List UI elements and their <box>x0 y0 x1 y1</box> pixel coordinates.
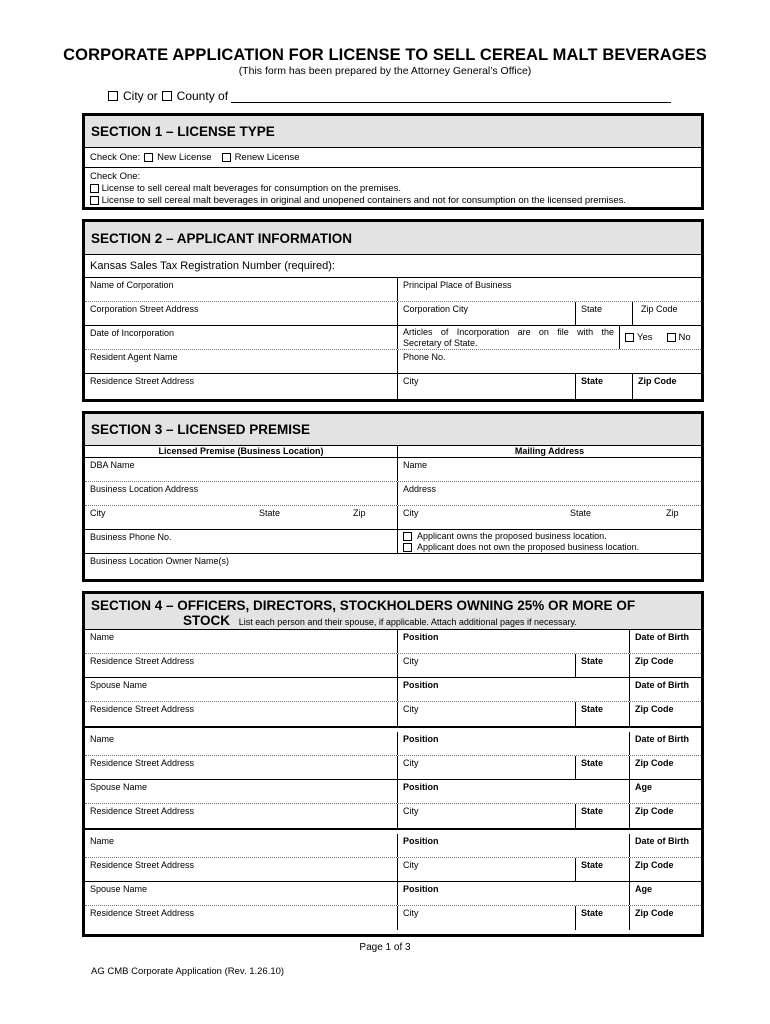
officer-position-field[interactable] <box>397 630 629 653</box>
mailing-name-field[interactable] <box>397 458 701 481</box>
business-city-field[interactable] <box>85 506 397 529</box>
section-3-heading: SECTION 3 – LICENSED PREMISE <box>85 414 701 446</box>
business-address-label: Business Location Address <box>90 484 199 494</box>
officer-name-row <box>85 630 701 654</box>
spouse-residence-row <box>85 702 701 726</box>
officer-zip-label: Zip Code <box>635 758 674 768</box>
incorporation-row <box>85 326 701 350</box>
phone-label: Phone No. <box>403 352 446 362</box>
section-4-title: SECTION 4 – OFFICERS, DIRECTORS, STOCKHOLDERS OWNING 25% OR MORE OF <box>91 598 636 613</box>
corporation-city-label: Corporation City <box>403 304 469 314</box>
officer-street-label: Residence Street Address <box>90 656 195 666</box>
spouse-name-label: Spouse Name <box>90 680 148 690</box>
location-owner-label: Business Location Owner Name(s) <box>90 556 230 566</box>
corporation-state-label: State <box>581 304 603 314</box>
officer-name-label: Name <box>90 734 115 744</box>
business-address-field[interactable] <box>85 482 397 505</box>
premise-headers-row <box>85 446 701 458</box>
spouse-city-label: City <box>403 908 419 918</box>
spouse-name-row <box>85 678 701 702</box>
officer-residence-row <box>85 756 701 780</box>
page-number: Page 1 of 3 <box>359 942 411 953</box>
tax-registration-row <box>85 255 701 278</box>
phone-field[interactable] <box>397 350 701 373</box>
spouse-name-field[interactable] <box>85 882 397 905</box>
officer-city-label: City <box>403 758 419 768</box>
section-2-applicant-info <box>82 219 704 402</box>
incorporation-date-field[interactable] <box>85 326 397 349</box>
spouse-name-row <box>85 882 701 906</box>
residence-city-label: City <box>403 376 419 386</box>
officer-name-field[interactable] <box>85 630 397 653</box>
articles-no-checkbox[interactable] <box>667 333 676 342</box>
form-title: CORPORATE APPLICATION FOR LICENSE TO SELL CEREAL MALT BEVERAGES <box>63 46 707 64</box>
on-premises-label: License to sell cereal malt beverages for consumption on the premises. <box>101 183 402 194</box>
spouse-state-field[interactable] <box>575 702 629 726</box>
spouse-position-label: Position <box>403 782 439 792</box>
officer-zip-field[interactable] <box>629 858 701 881</box>
officer-zip-field[interactable] <box>629 756 701 779</box>
spouse-street-field[interactable] <box>85 702 397 726</box>
mailing-address-label: Address <box>403 484 437 494</box>
license-kind-row <box>85 168 701 207</box>
corporation-zip-label: Zip Code <box>641 304 678 314</box>
officer-name-field[interactable] <box>85 732 397 755</box>
corp-address-row <box>85 302 701 326</box>
mailing-city-label: City <box>403 508 419 518</box>
residence-zip-label: Zip Code <box>638 376 677 386</box>
section-2-heading: SECTION 2 – APPLICANT INFORMATION <box>85 222 701 255</box>
spouse-residence-row <box>85 804 701 828</box>
officer-dob-label: Date of Birth <box>635 632 689 642</box>
officer-dob-field[interactable] <box>629 630 701 653</box>
mailing-city-field[interactable] <box>397 506 701 529</box>
spouse-zip-label: Zip Code <box>635 806 674 816</box>
corporation-name-field[interactable] <box>85 278 397 301</box>
spouse-city-label: City <box>403 806 419 816</box>
officer-city-field[interactable] <box>397 858 575 881</box>
owns-location-checkbox[interactable] <box>403 532 412 541</box>
county-checkbox[interactable] <box>162 91 172 101</box>
spouse-street-label: Residence Street Address <box>90 908 195 918</box>
officer-city-field[interactable] <box>397 654 575 677</box>
officer-state-field[interactable] <box>575 858 629 881</box>
officer-residence-row <box>85 654 701 678</box>
spouse-city-field[interactable] <box>397 906 575 930</box>
dba-name-field[interactable] <box>85 458 397 481</box>
spouse-name-label: Spouse Name <box>90 782 148 792</box>
spouse-street-label: Residence Street Address <box>90 806 195 816</box>
spouse-street-field[interactable] <box>85 804 397 828</box>
off-premises-checkbox[interactable] <box>90 196 99 205</box>
officer-residence-row <box>85 858 701 882</box>
spouse-street-label: Residence Street Address <box>90 704 195 714</box>
corporation-state-field[interactable] <box>575 302 632 325</box>
residence-state-label: State <box>581 376 604 386</box>
officer-position-label: Position <box>403 632 439 642</box>
spouse-position-label: Position <box>403 680 439 690</box>
renew-license-checkbox[interactable] <box>222 153 231 162</box>
tax-registration-label: Kansas Sales Tax Registration Number (required): <box>90 260 335 272</box>
section-1-license-type <box>82 113 704 210</box>
business-phone-field[interactable] <box>85 530 397 553</box>
dba-row <box>85 458 701 482</box>
spouse-position-label: Position <box>403 884 439 894</box>
officer-city-label: City <box>403 860 419 870</box>
agent-row <box>85 350 701 374</box>
spouse-residence-row <box>85 906 701 930</box>
spouse-city-field[interactable] <box>397 804 575 828</box>
principal-place-label: Principal Place of Business <box>403 280 512 290</box>
location-owner-field[interactable] <box>85 554 701 578</box>
check-one-label-2: Check One: <box>90 171 141 182</box>
section-4-heading <box>85 594 701 630</box>
spouse-state-label: State <box>581 908 604 918</box>
city-checkbox[interactable] <box>108 91 118 101</box>
officer-street-field[interactable] <box>85 756 397 779</box>
corporation-city-field[interactable] <box>397 302 575 325</box>
residence-street-label: Residence Street Address <box>90 376 195 386</box>
spouse-position-field[interactable] <box>397 780 629 803</box>
officer-state-field[interactable] <box>575 756 629 779</box>
corporation-street-label: Corporation Street Address <box>90 304 199 314</box>
not-owns-location-checkbox[interactable] <box>403 543 412 552</box>
residence-zip-field[interactable] <box>632 374 701 399</box>
officer-zip-label: Zip Code <box>635 656 674 666</box>
spouse-position-field[interactable] <box>397 678 629 701</box>
mailing-address-field[interactable] <box>397 482 701 505</box>
not-owns-location-label: Applicant does not own the proposed business location. <box>417 542 640 552</box>
officer-position-field[interactable] <box>397 732 629 755</box>
tax-registration-field[interactable] <box>85 255 701 277</box>
spouse-city-field[interactable] <box>397 702 575 726</box>
address-row <box>85 482 701 506</box>
new-license-label: New License <box>157 152 212 163</box>
check-one-label: Check One: <box>90 152 141 163</box>
section-3-licensed-premise <box>82 411 704 582</box>
spouse-zip-label: Zip Code <box>635 908 674 918</box>
spouse-zip-field[interactable] <box>629 906 701 930</box>
articles-yes-checkbox[interactable] <box>625 333 634 342</box>
business-state-label: State <box>259 508 281 518</box>
new-license-checkbox[interactable] <box>144 153 153 162</box>
corporation-street-field[interactable] <box>85 302 397 325</box>
officer-block <box>85 630 701 728</box>
form-subtitle: (This form has been prepared by the Attorney General’s Office) <box>238 65 532 77</box>
spouse-position-field[interactable] <box>397 882 629 905</box>
jurisdiction-name-field[interactable] <box>231 90 671 103</box>
officer-name-label: Name <box>90 632 115 642</box>
spouse-state-field[interactable] <box>575 804 629 828</box>
corporation-name-label: Name of Corporation <box>90 280 174 290</box>
form-revision: AG CMB Corporate Application (Rev. 1.26.10) <box>91 966 285 977</box>
business-zip-label: Zip <box>353 508 366 518</box>
officer-position-label: Position <box>403 836 439 846</box>
spouse-zip-field[interactable] <box>629 702 701 726</box>
spouse-name-field[interactable] <box>85 780 397 803</box>
spouse-age-field[interactable] <box>629 882 701 905</box>
ownership-options <box>397 530 701 553</box>
mailing-column-heading: Mailing Address <box>397 446 701 457</box>
spouse-zip-label: Zip Code <box>635 704 674 714</box>
residence-street-field[interactable] <box>85 374 397 399</box>
spouse-name-label: Spouse Name <box>90 884 148 894</box>
officer-state-label: State <box>581 860 604 870</box>
corp-name-row <box>85 278 701 302</box>
spouse-name-field[interactable] <box>85 678 397 701</box>
spouse-state-label: State <box>581 806 604 816</box>
spouse-age-label: Age <box>635 884 653 894</box>
officer-name-field[interactable] <box>85 834 397 857</box>
residence-row <box>85 374 701 399</box>
phone-ownership-row <box>85 530 701 554</box>
officer-state-label: State <box>581 656 604 666</box>
owner-row <box>85 554 701 578</box>
spouse-age-field[interactable] <box>629 780 701 803</box>
spouse-state-label: State <box>581 704 604 714</box>
articles-statement: Articles of Incorporation are on file with the Secretary of State. <box>397 326 619 349</box>
license-action-row <box>85 148 701 168</box>
officer-zip-field[interactable] <box>629 654 701 677</box>
residence-state-field[interactable] <box>575 374 632 399</box>
officer-name-row <box>85 732 701 756</box>
section-4-note: List each person and their spouse, if applicable. Attach additional pages if necessary. <box>238 617 577 627</box>
officer-block <box>85 834 701 930</box>
officer-position-label: Position <box>403 734 439 744</box>
residence-city-field[interactable] <box>397 374 575 399</box>
principal-place-field[interactable] <box>397 278 701 301</box>
on-premises-checkbox[interactable] <box>90 184 99 193</box>
officer-dob-label: Date of Birth <box>635 836 689 846</box>
city-row <box>85 506 701 530</box>
county-label: County of <box>176 89 229 103</box>
business-city-label: City <box>90 508 106 518</box>
premise-column-heading: Licensed Premise (Business Location) <box>158 446 324 456</box>
officer-dob-field[interactable] <box>629 732 701 755</box>
mailing-state-label: State <box>570 508 592 518</box>
spouse-dob-label: Date of Birth <box>635 680 689 690</box>
officer-city-label: City <box>403 656 419 666</box>
section-4-officers <box>82 591 704 937</box>
mailing-name-label: Name <box>403 460 428 470</box>
resident-agent-label: Resident Agent Name <box>90 352 178 362</box>
renew-license-label: Renew License <box>234 152 300 163</box>
off-premises-label: License to sell cereal malt beverages in original and unopened containers and not for consumption on the licensed premises. <box>101 195 627 206</box>
spouse-age-label: Age <box>635 782 653 792</box>
incorporation-date-label: Date of Incorporation <box>90 328 175 338</box>
spouse-name-row <box>85 780 701 804</box>
articles-no-label: No <box>678 332 691 343</box>
section-1-heading: SECTION 1 – LICENSE TYPE <box>85 116 701 148</box>
resident-agent-field[interactable] <box>85 350 397 373</box>
officer-zip-label: Zip Code <box>635 860 674 870</box>
corporation-zip-field[interactable] <box>632 302 701 325</box>
officer-block <box>85 732 701 830</box>
officer-street-label: Residence Street Address <box>90 860 195 870</box>
owns-location-label: Applicant owns the proposed business location. <box>417 531 607 541</box>
spouse-zip-field[interactable] <box>629 804 701 828</box>
officer-street-field[interactable] <box>85 858 397 881</box>
articles-yes-no <box>619 326 701 349</box>
section-4-title-stock: STOCK <box>183 613 231 628</box>
officer-state-field[interactable] <box>575 654 629 677</box>
spouse-dob-field[interactable] <box>629 678 701 701</box>
spouse-state-field[interactable] <box>575 906 629 930</box>
dba-name-label: DBA Name <box>90 460 135 470</box>
officer-name-label: Name <box>90 836 115 846</box>
jurisdiction-line <box>108 89 671 103</box>
officer-street-label: Residence Street Address <box>90 758 195 768</box>
mailing-zip-label: Zip <box>666 508 679 518</box>
city-label: City or <box>123 89 158 103</box>
officer-state-label: State <box>581 758 604 768</box>
spouse-street-field[interactable] <box>85 906 397 930</box>
officer-city-field[interactable] <box>397 756 575 779</box>
officer-position-field[interactable] <box>397 834 629 857</box>
officer-dob-field[interactable] <box>629 834 701 857</box>
business-phone-label: Business Phone No. <box>90 532 172 542</box>
officer-dob-label: Date of Birth <box>635 734 689 744</box>
officer-name-row <box>85 834 701 858</box>
spouse-city-label: City <box>403 704 419 714</box>
articles-yes-label: Yes <box>637 332 653 343</box>
officer-street-field[interactable] <box>85 654 397 677</box>
